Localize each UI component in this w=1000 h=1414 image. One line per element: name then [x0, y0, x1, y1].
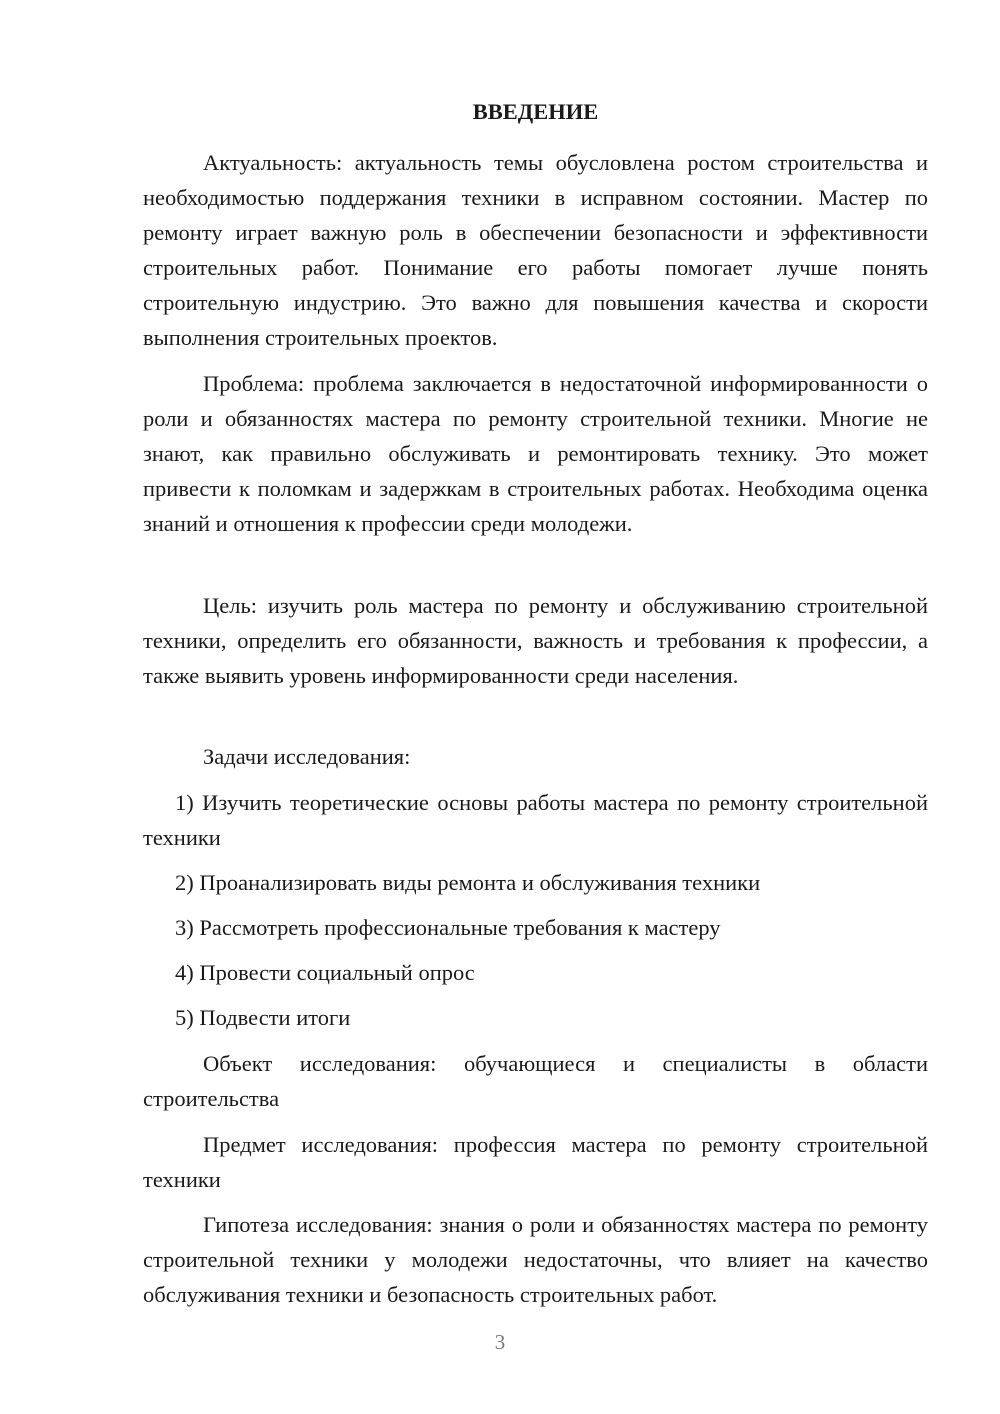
paragraph-hypothesis — [143, 1207, 928, 1312]
paragraph-problem — [143, 366, 928, 541]
page-number: 3 — [494, 1330, 506, 1354]
tasks-title-block — [143, 739, 928, 774]
paragraph-object — [143, 1046, 928, 1116]
relevance-text: Актуальность: актуальность темы обусловлена ростом строительства и необходимостью поддержания техники в исправном состоянии. Мастер по ремонту играет важную роль в обеспечении безопасности и эффективности строительных работ. Понимание его работы помогает лучше понять строительную индустрию. Это важно для повышения качества и скорости выполнения строительных проектов. — [143, 150, 928, 350]
task-text: 5) Подвести итоги — [175, 1005, 351, 1030]
tasks-title: Задачи исследования: — [203, 744, 411, 769]
paragraph-relevance — [143, 145, 928, 355]
hypothesis-text: Гипотеза исследования: знания о роли и обязанностях мастера по ремонту строительной техники у молодежи недостаточны, что влияет на качество обслуживания техники и безопасность строительных работ. — [143, 1212, 928, 1307]
goal-text: Цель: изучить роль мастера по ремонту и обслуживанию строительной техники, определить его обязанности, важность и требования к профессии, а также выявить уровень информированности среди населения. — [143, 593, 928, 688]
task-text: 1) Изучить теоретические основы работы мастера по ремонту строительной техники — [143, 790, 928, 850]
task-item-5 — [143, 1000, 928, 1035]
task-item-1 — [143, 785, 928, 855]
object-text: Объект исследования: обучающиеся и специалисты в области строительства — [143, 1051, 928, 1111]
paragraph-subject — [143, 1127, 928, 1197]
task-text: 2) Проанализировать виды ремонта и обслуживания техники — [175, 870, 761, 895]
task-item-4 — [143, 955, 928, 990]
section-heading: ВВЕДЕНИЕ — [472, 99, 599, 124]
task-text: 3) Рассмотреть профессиональные требования к мастеру — [175, 915, 721, 940]
task-item-3 — [143, 910, 928, 945]
task-item-2 — [143, 865, 928, 900]
paragraph-goal — [143, 588, 928, 693]
problem-text: Проблема: проблема заключается в недостаточной информированности о роли и обязанностях мастера по ремонту строительной техники. Многие не знают, как правильно обслуживать и ремонтировать технику. Это может привести к поломкам и задержкам в строительных работах. Необходима оценка знаний и отношения к профессии среди молодежи. — [143, 371, 928, 536]
subject-text: Предмет исследования: профессия мастера по ремонту строительной техники — [143, 1132, 928, 1192]
task-text: 4) Провести социальный опрос — [175, 960, 475, 985]
